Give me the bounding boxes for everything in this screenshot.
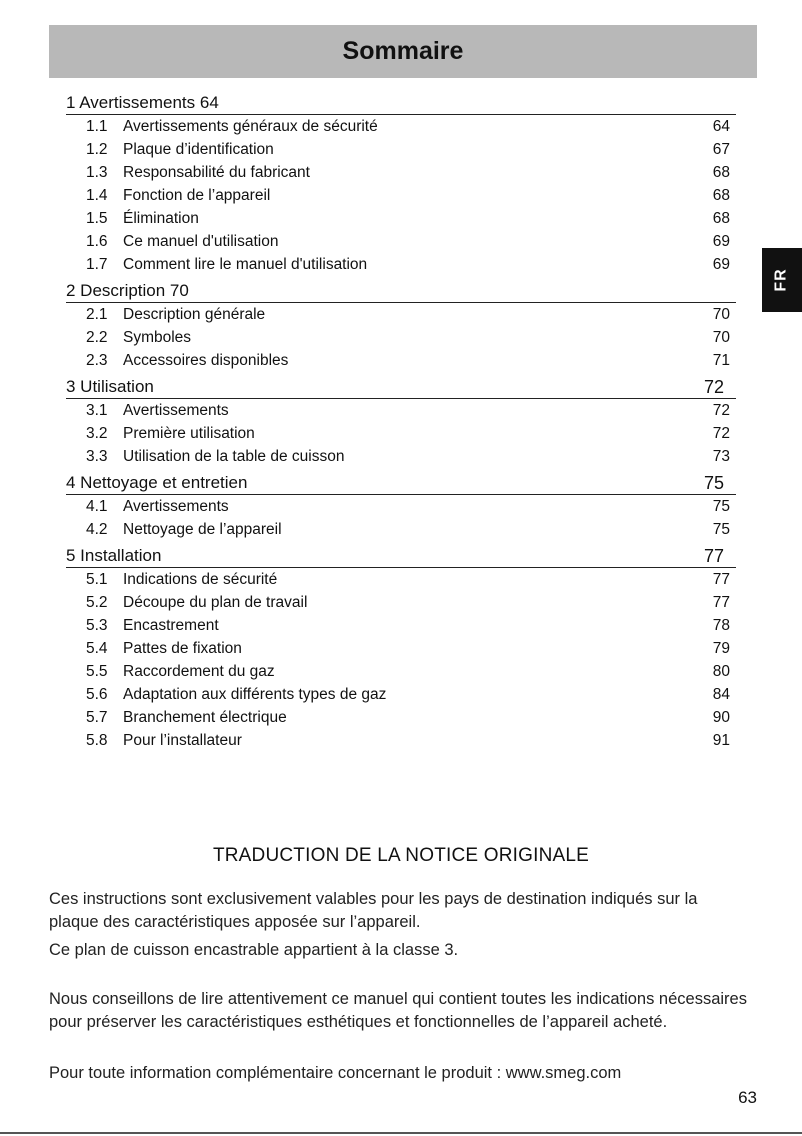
toc-entry-page: 75 [712, 520, 730, 538]
toc-entry-page: 68 [712, 209, 730, 227]
page-title-bar [49, 25, 757, 78]
toc-entry-number: 1.5 [86, 209, 108, 227]
toc-entry [66, 326, 736, 349]
toc-entry [66, 138, 736, 161]
notice-title: TRADUCTION DE LA NOTICE ORIGINALE [212, 845, 590, 866]
toc-entry [66, 591, 736, 614]
toc-entry-number: 1.7 [86, 255, 108, 273]
toc-entry-number: 2.2 [86, 328, 108, 346]
toc-entry-text: Élimination [123, 209, 199, 227]
toc-entry [66, 683, 736, 706]
toc-entry [66, 729, 736, 752]
toc-entry-page: 68 [712, 163, 730, 181]
notice-paragraph-2: Ce plan de cuisson encastrable appartient à la classe 3. [49, 941, 459, 959]
toc-entry-text: Branchement électrique [123, 708, 287, 726]
toc-entry [66, 303, 736, 326]
toc-entry-text: Raccordement du gaz [123, 662, 275, 680]
toc-entry-text: Utilisation de la table de cuisson [123, 447, 345, 465]
toc-entry-text: Fonction de l’appareil [123, 186, 271, 204]
toc-entry-page: 91 [712, 731, 730, 749]
toc-entry-number: 5.6 [86, 685, 108, 703]
toc-entry-text: Ce manuel d'utilisation [123, 232, 279, 250]
toc-entry [66, 614, 736, 637]
toc-entry-text: Description générale [123, 305, 266, 323]
toc-entry [66, 115, 736, 138]
toc-entry-number: 3.2 [86, 424, 108, 442]
toc-entry-number: 3.1 [86, 401, 108, 419]
toc-entry [66, 495, 736, 518]
language-tab-label: FR [772, 268, 790, 292]
toc-entry-page: 78 [712, 616, 730, 634]
toc-entry-number: 5.2 [86, 593, 108, 611]
toc-entry-number: 5.4 [86, 639, 108, 657]
toc-entry-number: 5.8 [86, 731, 108, 749]
toc-entry [66, 253, 736, 276]
page-title: Sommaire [342, 37, 464, 65]
toc-entry-number: 1.3 [86, 163, 108, 181]
toc-entry-page: 69 [712, 232, 730, 250]
toc-entry-text: Comment lire le manuel d'utilisation [123, 255, 368, 273]
toc-entry-page: 77 [712, 593, 730, 611]
toc-entry-number: 5.7 [86, 708, 108, 726]
page-number: 63 [738, 1088, 757, 1107]
toc-chapter [66, 545, 736, 568]
toc-entry-text: Avertissements [123, 497, 229, 515]
toc-entry-number: 5.1 [86, 570, 108, 588]
toc-entry-page: 80 [712, 662, 730, 680]
toc-entry-page: 72 [712, 424, 730, 442]
toc-entry-text: Pattes de fixation [123, 639, 242, 657]
toc-entry-number: 1.1 [86, 117, 108, 135]
toc-entry-page: 79 [712, 639, 730, 657]
toc-entry-number: 2.3 [86, 351, 108, 369]
toc-entry-text: Première utilisation [123, 424, 255, 442]
toc-entry-text: Symboles [123, 328, 192, 346]
toc-entry-text: Pour l’installateur [123, 731, 242, 749]
toc-chapter-page: 77 [703, 546, 724, 566]
toc-entry-text: Accessoires disponibles [123, 351, 289, 369]
notice-paragraph-3: Nous conseillons de lire attentivement ce manuel qui contient toutes les indications nécessaires pour préserver les caractéristiques esthétiques et fonctionnelles de l’appareil acheté. [49, 990, 747, 1031]
language-tab [762, 248, 802, 312]
toc-entry-text: Indications de sécurité [123, 570, 278, 588]
toc-entry-text: Découpe du plan de travail [123, 593, 308, 611]
toc-entry-page: 90 [712, 708, 730, 726]
toc-chapter [66, 376, 736, 399]
toc-chapter-title: 2 Description 70 [66, 281, 189, 300]
toc-entry-page: 75 [712, 497, 730, 515]
toc-entry-page: 68 [712, 186, 730, 204]
toc-entry [66, 637, 736, 660]
toc-entry-page: 70 [712, 328, 730, 346]
toc-entry-text: Responsabilité du fabricant [123, 163, 310, 181]
toc-chapter [66, 280, 736, 303]
toc-entry-text: Avertissements généraux de sécurité [123, 117, 378, 135]
toc-entry-number: 3.3 [86, 447, 108, 465]
toc-chapter-page: 75 [703, 473, 724, 493]
toc-entry [66, 184, 736, 207]
toc-entry-number: 1.4 [86, 186, 108, 204]
toc-entry-text: Adaptation aux différents types de gaz [123, 685, 387, 703]
toc-entry-page: 70 [712, 305, 730, 323]
toc-chapter [66, 472, 736, 495]
toc-entry-text: Nettoyage de l’appareil [123, 520, 282, 538]
toc-chapter-title: 1 Avertissements 64 [66, 93, 219, 112]
toc-entry [66, 422, 736, 445]
toc-entry-page: 69 [712, 255, 730, 273]
footer-divider [0, 1132, 802, 1134]
toc-entry [66, 161, 736, 184]
notice-paragraph-4: Pour toute information complémentaire concernant le produit : www.smeg.com [49, 1064, 622, 1082]
toc-entry-number: 4.2 [86, 520, 108, 538]
toc-entry-number: 4.1 [86, 497, 108, 515]
toc-entry-page: 64 [712, 117, 730, 135]
toc-chapter-page: 72 [703, 377, 724, 397]
toc-entry [66, 230, 736, 253]
toc-chapter-title: 4 Nettoyage et entretien [66, 473, 248, 492]
toc-entry [66, 445, 736, 468]
toc-entry-page: 71 [712, 351, 730, 369]
toc-entry-number: 5.5 [86, 662, 108, 680]
toc-chapter [66, 92, 736, 115]
toc-entry-text: Encastrement [123, 616, 219, 634]
toc-entry-number: 1.2 [86, 140, 108, 158]
toc-entry-page: 84 [712, 685, 730, 703]
toc-entry-text: Plaque d’identification [123, 140, 274, 158]
notice-paragraph-1: Ces instructions sont exclusivement valables pour les pays de destination indiqués sur la plaque des caractéristiques apposée sur l’appareil. [49, 890, 698, 931]
toc-entry [66, 399, 736, 422]
toc-entry [66, 660, 736, 683]
toc-entry-number: 2.1 [86, 305, 108, 323]
toc-entry-page: 77 [712, 570, 730, 588]
toc-entry-page: 73 [712, 447, 730, 465]
toc-entry [66, 349, 736, 372]
toc-entry-number: 1.6 [86, 232, 108, 250]
toc-entry-number: 5.3 [86, 616, 108, 634]
toc-entry [66, 207, 736, 230]
toc-entry [66, 568, 736, 591]
toc-entry-text: Avertissements [123, 401, 229, 419]
toc-chapter-title: 5 Installation [66, 546, 162, 565]
toc-entry [66, 518, 736, 541]
toc-entry-page: 67 [712, 140, 730, 158]
table-of-contents [66, 92, 736, 752]
toc-entry-page: 72 [712, 401, 730, 419]
toc-chapter-title: 3 Utilisation [66, 377, 154, 396]
toc-entry [66, 706, 736, 729]
